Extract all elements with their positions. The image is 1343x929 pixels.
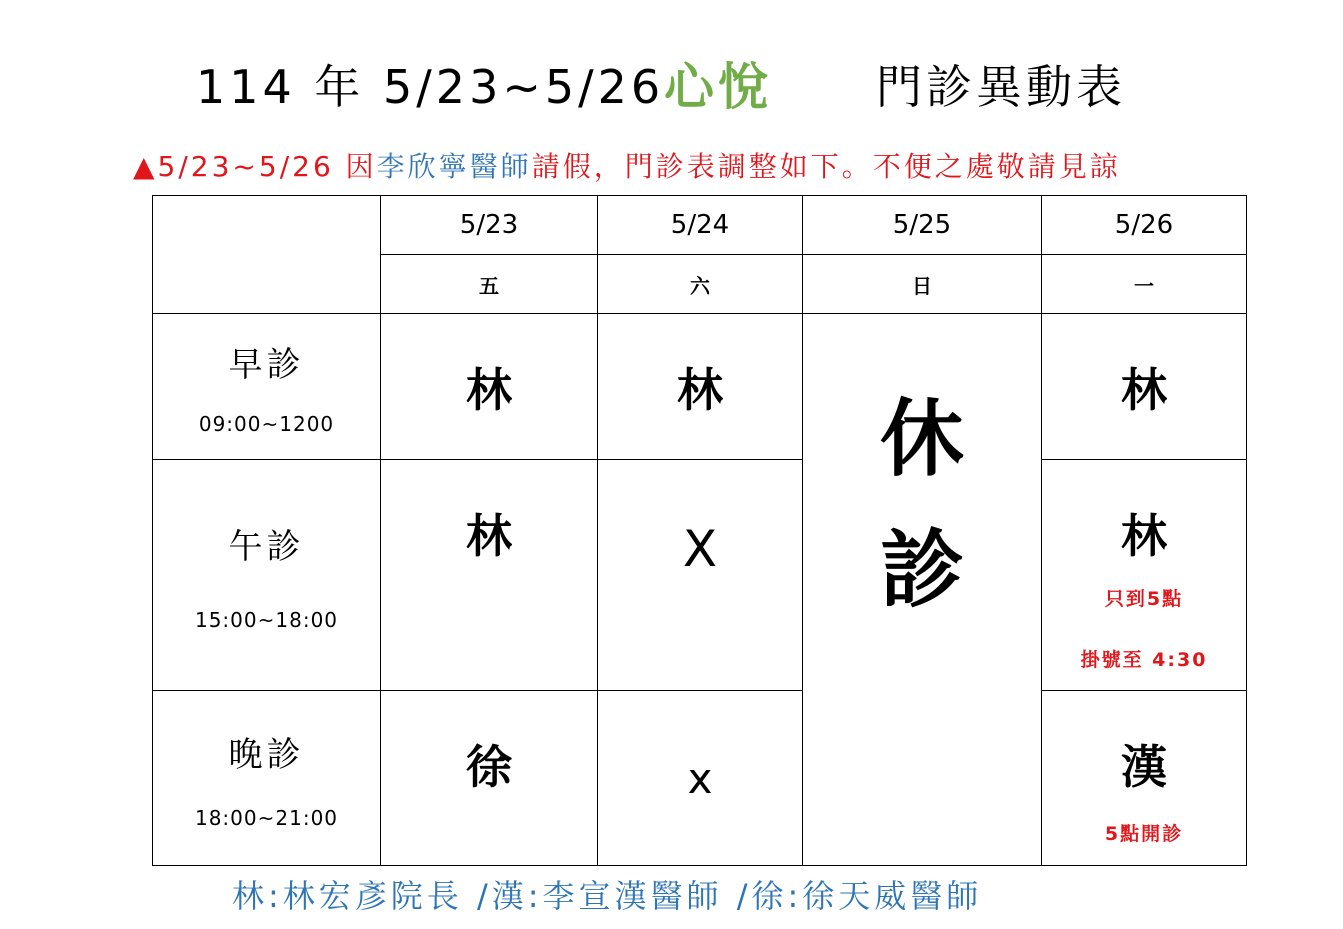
session-time: 15:00~18:00 bbox=[194, 607, 339, 632]
cell-afternoon-fri bbox=[381, 460, 598, 691]
notice-doctor: 李欣寧醫師 bbox=[376, 150, 532, 183]
no-clinic-mark: X bbox=[682, 520, 718, 578]
doctor-mark: 漢 bbox=[1121, 740, 1167, 794]
session-name: 早診 bbox=[228, 345, 305, 385]
doctor-mark: 林 bbox=[1121, 362, 1167, 417]
cell-closed-sun bbox=[803, 314, 1042, 866]
cell-afternoon-mon bbox=[1042, 460, 1247, 691]
header-date: 5/24 bbox=[598, 196, 803, 255]
doctor-legend: 林:林宏彥院長 /漢:李宣漢醫師 /徐:徐天威醫師 bbox=[232, 877, 983, 915]
session-morning bbox=[153, 314, 381, 460]
evening-note: 5點開診 bbox=[1104, 823, 1184, 845]
notice-line bbox=[133, 145, 1121, 189]
cell-morning-fri bbox=[381, 314, 598, 460]
afternoon-note: 掛號至 4:30 bbox=[1080, 649, 1208, 671]
no-clinic-mark: x bbox=[687, 753, 713, 803]
header-date: 5/25 bbox=[803, 196, 1042, 255]
session-evening bbox=[153, 691, 381, 866]
warning-triangle-icon: ▲ bbox=[133, 150, 158, 183]
doctor-mark: 林 bbox=[466, 362, 512, 417]
cell-morning-sat bbox=[598, 314, 803, 460]
title-brand: 心悅 bbox=[664, 58, 772, 116]
title-main: 114 年 5/23~5/26 bbox=[196, 60, 665, 114]
closed-char: 診 bbox=[879, 520, 964, 619]
title-row bbox=[0, 52, 1343, 122]
header-weekday: 日 bbox=[803, 255, 1042, 314]
cell-evening-mon bbox=[1042, 691, 1247, 866]
doctor-mark: 林 bbox=[1121, 509, 1167, 563]
header-corner bbox=[153, 196, 381, 314]
cell-morning-mon bbox=[1042, 314, 1247, 460]
session-time: 18:00~21:00 bbox=[194, 805, 339, 830]
notice-prefix: 5/23~5/26 因 bbox=[157, 150, 377, 183]
closed-char: 休 bbox=[879, 390, 964, 489]
header-weekday: 一 bbox=[1042, 255, 1247, 314]
doctor-mark: 徐 bbox=[466, 740, 512, 794]
session-afternoon bbox=[153, 460, 381, 691]
doctor-mark: 林 bbox=[677, 362, 723, 417]
afternoon-note: 只到5點 bbox=[1104, 588, 1184, 610]
session-name: 晚診 bbox=[228, 734, 305, 775]
header-date: 5/23 bbox=[381, 196, 598, 255]
schedule-table bbox=[152, 195, 1247, 866]
header-weekday: 五 bbox=[381, 255, 598, 314]
cell-afternoon-sat bbox=[598, 460, 803, 691]
header-date: 5/26 bbox=[1042, 196, 1247, 255]
notice-suffix: 請假，門診表調整如下。不便之處敬請見諒 bbox=[531, 150, 1121, 183]
cell-evening-sat bbox=[598, 691, 803, 866]
session-name: 午診 bbox=[228, 526, 305, 567]
session-time: 09:00~1200 bbox=[198, 412, 335, 436]
doctor-mark: 林 bbox=[466, 509, 512, 563]
title-suffix: 門診異動表 bbox=[876, 60, 1126, 114]
header-weekday: 六 bbox=[598, 255, 803, 314]
cell-evening-fri bbox=[381, 691, 598, 866]
